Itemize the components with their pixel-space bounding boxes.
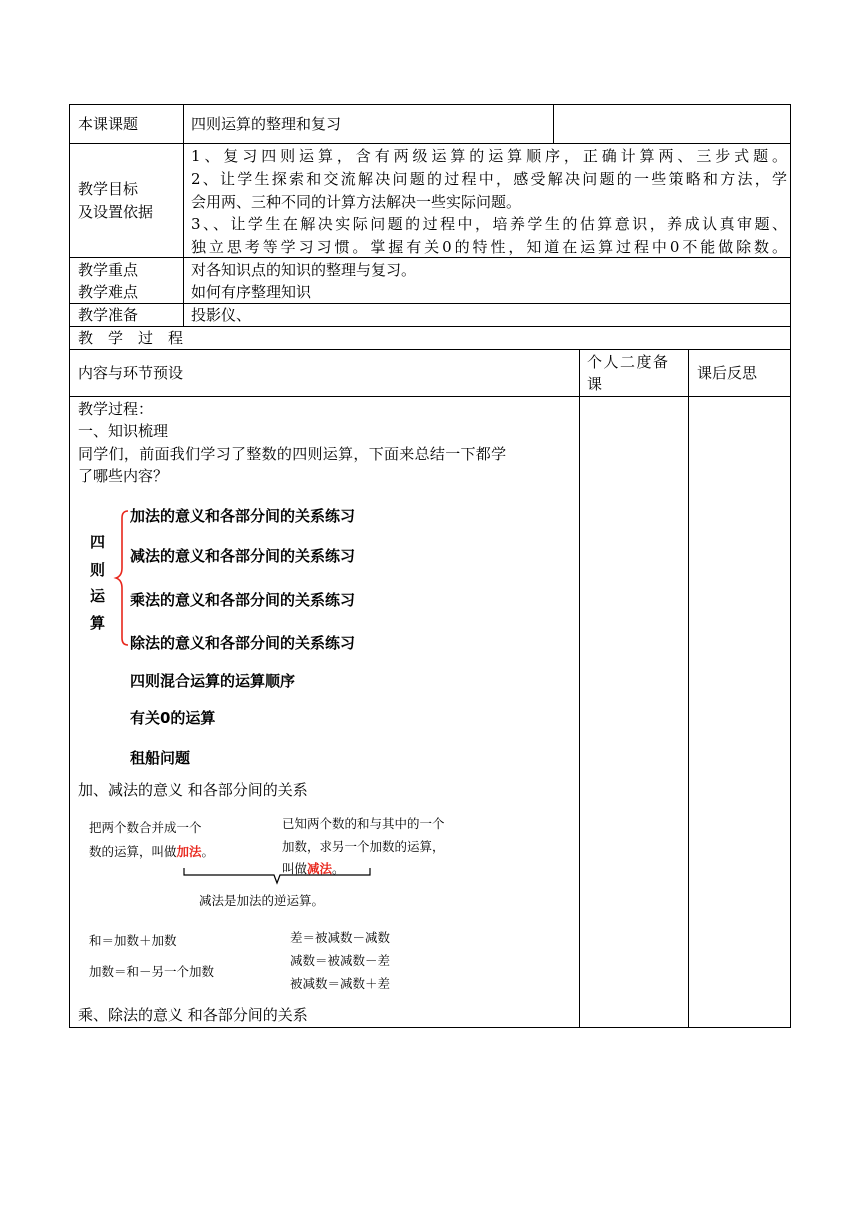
- table-rule: [579, 349, 580, 1028]
- prep-label: 教学准备: [78, 306, 139, 324]
- brace-label-char: 算: [90, 614, 106, 632]
- goal-line: 1、复习四则运算，含有两级运算的运算顺序，正确计算两、三步式题。: [191, 147, 787, 165]
- add-definition: 把两个数合并成一个: [89, 820, 202, 835]
- sub-definition: 已知两个数的和与其中的一个: [282, 816, 445, 831]
- mul-div-heading: 乘、除法的意义 和各部分间的关系: [78, 1006, 308, 1024]
- formula: 差＝被减数－减数: [290, 930, 391, 945]
- table-border-left: [69, 104, 70, 1028]
- formula: 加数＝和－另一个加数: [89, 964, 215, 979]
- bottom-brace: [182, 866, 374, 888]
- process-header: 教 学 过 程: [78, 329, 184, 347]
- topic-item: 四则混合运算的运算顺序: [130, 672, 296, 690]
- topic-item: 有关0的运算: [130, 709, 216, 727]
- brace-item: 加法的意义和各部分间的关系练习: [130, 507, 356, 525]
- prep-value: 投影仪、: [191, 306, 252, 324]
- key-value: 对各知识点的知识的整理与复习。: [191, 261, 417, 279]
- col-reflection-header: 课后反思: [697, 364, 758, 382]
- brace-label-char: 则: [90, 561, 106, 579]
- table-border-top: [69, 104, 791, 105]
- goal-line: 2、让学生探索和交流解决问题的过程中，感受解决问题的一些策略和方法，学: [191, 170, 787, 188]
- topic-label: 本课课题: [78, 115, 139, 133]
- table-rule: [688, 349, 689, 1028]
- goal-line: 会用两、三种不同的计算方法解决一些实际问题。: [191, 193, 522, 211]
- formula: 减数＝被减数－差: [290, 953, 391, 968]
- process-title: 教学过程：: [78, 400, 154, 418]
- formula: 和＝加数＋加数: [89, 933, 177, 948]
- col-personal-header: 课: [587, 375, 603, 393]
- table-rule: [69, 396, 791, 397]
- goals-label: 教学目标: [78, 180, 139, 198]
- goals-label: 及设置依据: [78, 203, 154, 221]
- sub-term: 减法: [307, 861, 333, 876]
- add-sub-heading: 加、减法的意义 和各部分间的关系: [78, 781, 308, 799]
- topic-item: 租船问题: [130, 749, 191, 767]
- add-term: 加法: [176, 844, 202, 859]
- difficulty-value: 如何有序整理知识: [191, 283, 312, 301]
- red-brace: [112, 506, 132, 651]
- brace-label-char: 四: [90, 533, 106, 551]
- formula: 被减数＝减数＋差: [290, 976, 391, 991]
- key-label: 教学重点: [78, 261, 139, 279]
- sub-definition: 加数，求另一个加数的运算，: [282, 839, 445, 854]
- topic-value: 四则运算的整理和复习: [191, 115, 342, 133]
- add-definition: 数的运算，叫做加法。: [89, 844, 215, 859]
- brace-label-char: 运: [90, 587, 106, 605]
- table-rule: [183, 104, 184, 326]
- inverse-note: 减法是加法的逆运算。: [199, 893, 325, 908]
- table-border-bottom: [69, 1027, 791, 1028]
- brace-item: 减法的意义和各部分间的关系练习: [130, 547, 356, 565]
- brace-item: 除法的意义和各部分间的关系练习: [130, 634, 356, 652]
- intro-text: 了哪些内容？: [78, 467, 169, 485]
- section-title: 一、知识梳理: [78, 422, 169, 440]
- intro-text: 同学们，前面我们学习了整数的四则运算，下面来总结一下都学: [78, 445, 507, 463]
- difficulty-label: 教学难点: [78, 283, 139, 301]
- goal-line: 独立思考等学习习惯。掌握有关0的特性，知道在运算过程中0不能做除数。: [191, 238, 787, 256]
- brace-item: 乘法的意义和各部分间的关系练习: [130, 591, 356, 609]
- sub-definition: 叫做减法。: [282, 861, 345, 876]
- table-rule: [553, 104, 554, 143]
- goal-line: 3、、让学生在解决实际问题的过程中，培养学生的估算意识，养成认真审题、: [191, 215, 787, 233]
- table-rule: [69, 143, 791, 144]
- col-content-header: 内容与环节预设: [78, 364, 184, 382]
- table-border-right: [790, 104, 791, 1028]
- table-rule: [69, 303, 791, 304]
- table-rule: [69, 349, 791, 350]
- col-personal-header: 个人二度备: [587, 353, 670, 371]
